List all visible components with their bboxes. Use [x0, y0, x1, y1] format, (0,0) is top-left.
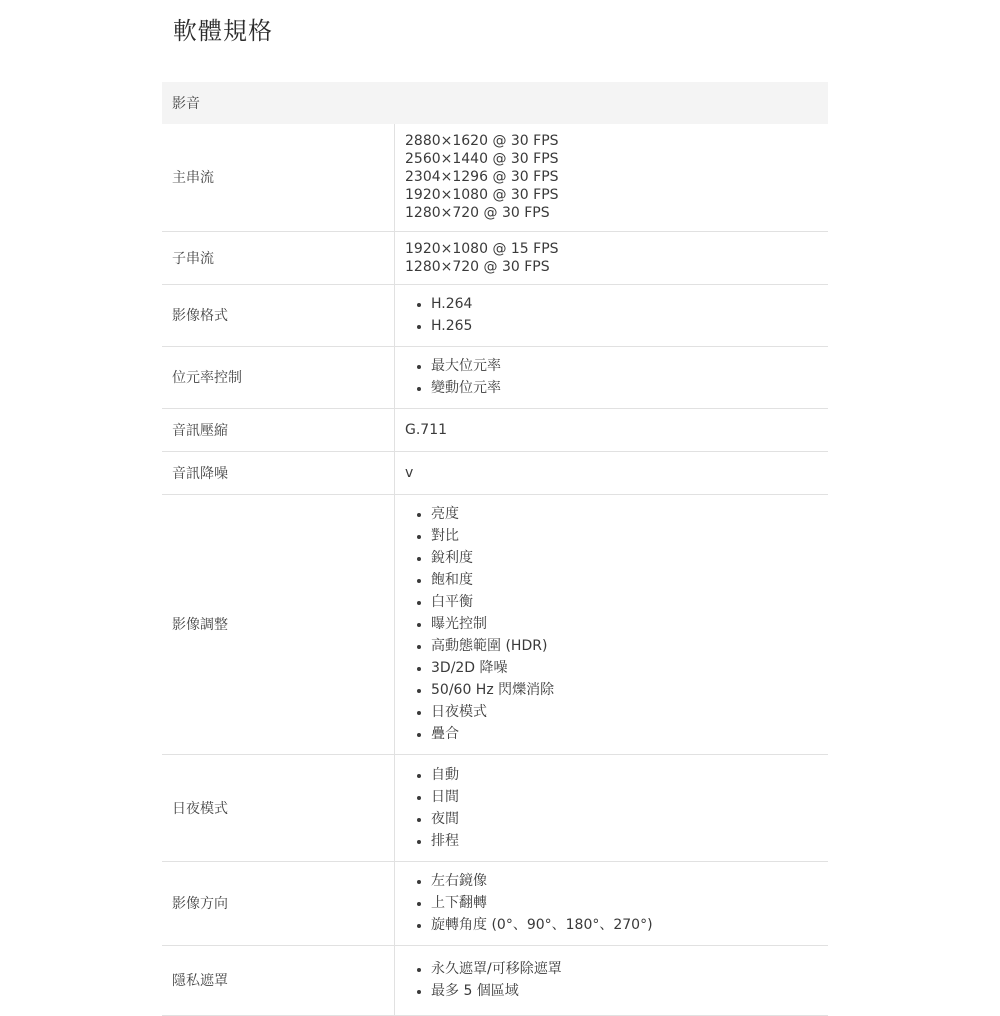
spec-value	[395, 284, 829, 346]
spec-row	[162, 754, 828, 861]
spec-value-item: • 夜間	[431, 808, 828, 830]
spec-table	[162, 82, 828, 1016]
spec-value	[395, 124, 829, 231]
spec-value-item: • 最多 5 個區域	[431, 980, 828, 1002]
spec-label: 隱私遮罩	[162, 945, 395, 1015]
spec-label: 音訊壓縮	[162, 408, 395, 451]
spec-value-list	[405, 503, 828, 745]
spec-value	[395, 451, 829, 494]
spec-value-text: v	[405, 464, 414, 481]
spec-value-list	[405, 764, 828, 852]
spec-value-item: • 永久遮罩/可移除遮罩	[431, 958, 828, 980]
spec-row	[162, 346, 828, 408]
spec-row	[162, 451, 828, 494]
spec-value	[395, 346, 829, 408]
spec-label: 子串流	[162, 231, 395, 284]
spec-row	[162, 231, 828, 284]
spec-value-line: 1280×720 @ 30 FPS	[405, 205, 550, 222]
spec-label: 影像調整	[162, 494, 395, 754]
spec-row	[162, 861, 828, 945]
spec-value-item: • 3D/2D 降噪	[431, 657, 828, 679]
spec-value-text: G.711	[405, 421, 448, 438]
spec-value-line: 2560×1440 @ 30 FPS	[405, 151, 559, 168]
spec-value-line: 2304×1296 @ 30 FPS	[405, 169, 559, 186]
spec-value	[395, 945, 829, 1015]
section-header: 影音	[162, 82, 828, 124]
spec-value-item: • 變動位元率	[431, 377, 828, 399]
spec-value-item: • 飽和度	[431, 569, 828, 591]
spec-value	[395, 494, 829, 754]
spec-row	[162, 945, 828, 1015]
spec-value-item: • 旋轉角度 (0°、90°、180°、270°)	[431, 914, 828, 936]
spec-value-item: • 上下翻轉	[431, 892, 828, 914]
spec-value-list	[405, 293, 828, 337]
spec-value-list	[405, 870, 828, 936]
spec-value-line: 1280×720 @ 30 FPS	[405, 258, 550, 275]
spec-value-item: • 對比	[431, 525, 828, 547]
spec-value-list	[405, 958, 828, 1002]
spec-label: 日夜模式	[162, 754, 395, 861]
spec-row	[162, 124, 828, 231]
spec-row	[162, 408, 828, 451]
spec-label: 位元率控制	[162, 346, 395, 408]
spec-value-item: • H.264	[431, 293, 828, 315]
spec-label: 主串流	[162, 124, 395, 231]
spec-value-item: • 最大位元率	[431, 355, 828, 377]
spec-value-item: • 自動	[431, 764, 828, 786]
spec-value-item: • 排程	[431, 830, 828, 852]
spec-value-item: • 左右鏡像	[431, 870, 828, 892]
spec-value-item: • H.265	[431, 315, 828, 337]
section-header-row	[162, 82, 828, 124]
spec-value-lines	[405, 240, 828, 276]
spec-row	[162, 494, 828, 754]
spec-value-item: • 亮度	[431, 503, 828, 525]
spec-label: 影像格式	[162, 284, 395, 346]
spec-value-item: • 疊合	[431, 723, 828, 745]
spec-value	[395, 408, 829, 451]
page-title: 軟體規格	[173, 17, 273, 45]
spec-value-item: • 銳利度	[431, 547, 828, 569]
spec-value-item: • 曝光控制	[431, 613, 828, 635]
spec-value-item: • 高動態範圍 (HDR)	[431, 635, 828, 657]
spec-row	[162, 284, 828, 346]
spec-value-line: 2880×1620 @ 30 FPS	[405, 133, 559, 150]
spec-value-item: • 50/60 Hz 閃爍消除	[431, 679, 828, 701]
spec-label: 音訊降噪	[162, 451, 395, 494]
spec-value-list	[405, 355, 828, 399]
spec-value	[395, 861, 829, 945]
spec-value	[395, 754, 829, 861]
spec-value	[395, 231, 829, 284]
spec-value-lines	[405, 132, 828, 222]
spec-value-item: • 日夜模式	[431, 701, 828, 723]
spec-label: 影像方向	[162, 861, 395, 945]
spec-value-line: 1920×1080 @ 15 FPS	[405, 240, 559, 257]
spec-value-item: • 白平衡	[431, 591, 828, 613]
spec-value-item: • 日間	[431, 786, 828, 808]
spec-value-line: 1920×1080 @ 30 FPS	[405, 187, 559, 204]
